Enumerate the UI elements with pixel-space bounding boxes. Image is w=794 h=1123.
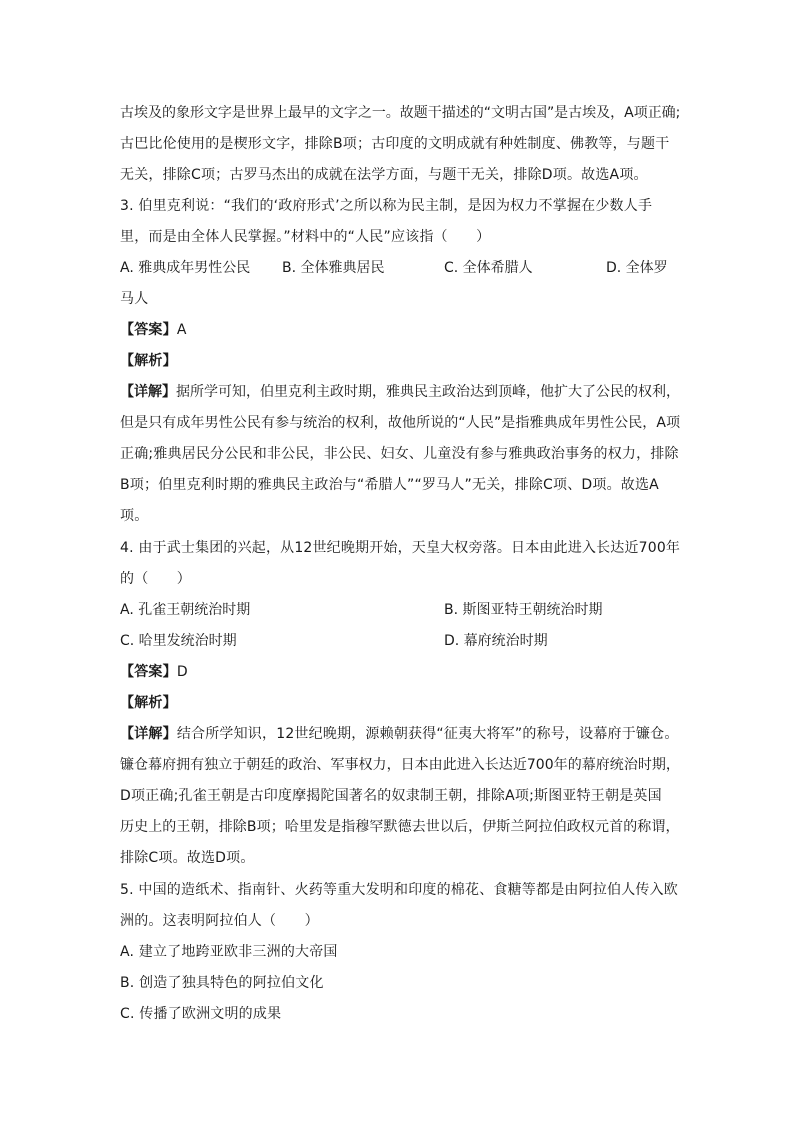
q3-option-d-continued: 马人 [120,291,149,307]
q4-option-b: B. 斯图亚特王朝统治时期 [444,602,603,618]
prev-explanation-line-3: 无关，排除C项；古罗马杰出的成就在法学方面，与题干无关，排除D项。故选A项。 [120,167,648,183]
q3-answer-tag: 【答案】 [120,322,177,338]
q4-detail-line-5: 排除C项。故选D项。 [120,850,255,866]
q4-detail-line-4: 历史上的王朝，排除B项；哈里发是指穆罕默德去世以后，伊斯兰阿拉伯政权元首的称谓， [120,819,680,835]
q3-option-b: B. 全体雅典居民 [282,260,385,276]
q4-answer-value: D [176,664,188,680]
q3-detail-line-2: 但是只有成年男性公民有参与统治的权利，故他所说的“人民”是指雅典成年男性公民，A项 [120,415,681,431]
q4-option-a: A. 孔雀王朝统治时期 [120,602,251,618]
q4-stem-line-1: 4. 由于武士集团的兴起，从12世纪晚期开始，天皇大权旁落。日本由此进入长达近700年 [120,540,681,556]
q3-detail-first: 据所学可知，伯里克利主政时期，雅典民主政治达到顶峰，他扩大了公民的权利， [176,384,680,400]
q3-stem-line-2: 里，而是由全体人民掌握。”材料中的“人民”应该指（ ） [120,229,491,245]
q3-detail-tag: 【详解】 [120,384,176,400]
q3-detail-line-4: B项；伯里克利时期的雅典民主政治与“希腊人”“罗马人”无关，排除C项、D项。故选A [120,477,659,493]
q3-stem-line-1: 3. 伯里克利说：“我们的‘政府形式’之所以称为民主制，是因为权力不掌握在少数人手 [120,198,653,214]
q5-option-b: B. 创造了独具特色的阿拉伯文化 [120,975,324,991]
q4-analysis-label: 【解析】 [120,695,177,711]
q3-option-d: D. 全体罗 [606,260,668,276]
q5-stem-line-1: 5. 中国的造纸术、指南针、火药等重大发明和印度的棉花、食糖等都是由阿拉伯人传入欧 [120,882,679,898]
q3-analysis-label: 【解析】 [120,353,177,369]
q3-option-a: A. 雅典成年男性公民 [120,260,251,276]
q4-answer [120,661,188,683]
q4-detail-tag: 【详解】 [120,726,177,742]
q4-option-c: C. 哈里发统治时期 [120,633,237,649]
prev-explanation-line-1: 古埃及的象形文字是世界上最早的文字之一。故题干描述的“文明古国”是古埃及，A项正确; [120,105,681,121]
q3-answer-value: A [176,322,187,338]
q4-detail-line-1 [120,723,679,745]
q3-detail-line-1 [120,381,680,403]
q3-detail-line-5: 项。 [120,508,149,524]
q3-analysis-tag [120,350,177,372]
q5-option-a: A. 建立了地跨亚欧非三洲的大帝国 [120,944,338,960]
q4-option-d: D. 幕府统治时期 [444,633,548,649]
q4-detail-first: 结合所学知识，12世纪晚期，源赖朝获得“征夷大将军”的称号，设幕府于镰仓。 [176,726,679,742]
q3-option-c: C. 全体希腊人 [444,260,533,276]
q3-detail-line-3: 正确;雅典居民分公民和非公民，非公民、妇女、儿童没有参与雅典政治事务的权力，排除 [120,446,679,462]
q4-detail-line-3: D项正确;孔雀王朝是古印度摩揭陀国著名的奴隶制王朝，排除A项;斯图亚特王朝是英国 [120,788,662,804]
q4-analysis-tag [120,692,177,714]
q4-detail-line-2: 镰仓幕府拥有独立于朝廷的政治、军事权力，日本由此进入长达近700年的幕府统治时期， [120,757,680,773]
prev-explanation-line-2: 古巴比伦使用的是楔形文字，排除B项；古印度的文明成就有种姓制度、佛教等，与题干 [120,136,670,152]
q5-option-c: C. 传播了欧洲文明的成果 [120,1006,282,1022]
q4-answer-tag: 【答案】 [120,664,177,680]
q3-answer [120,319,187,341]
q4-stem-line-2: 的（ ） [120,571,191,587]
q5-stem-line-2: 洲的。这表明阿拉伯人（ ） [120,913,319,929]
